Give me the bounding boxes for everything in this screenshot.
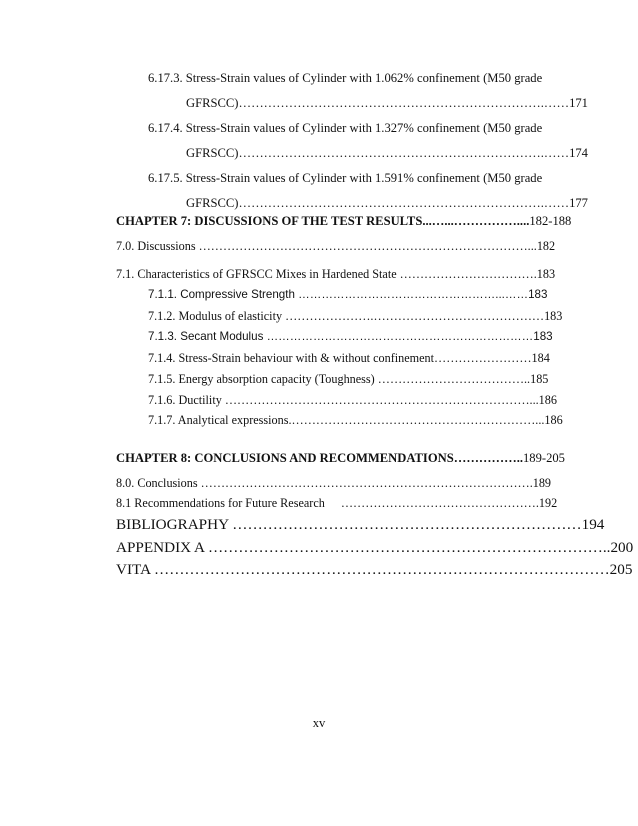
toc-bibliography[interactable]: BIBLIOGRAPHY ……………………………………………………………194 [116, 516, 605, 533]
chapter-8-pages: 189-205 [523, 451, 565, 465]
chapter-8-title: CHAPTER 8: CONCLUSIONS AND RECOMMENDATIONS…………….. [116, 451, 523, 465]
toc-entry-7-1-6[interactable]: 7.1.6. Ductility …………………………………………………………………...186 [148, 393, 557, 407]
toc-entry-7-1-3[interactable]: 7.1.3. Secant Modulus ……………………………………………………………183 [148, 330, 553, 343]
entry-8-1-page: ………………………………………….192 [340, 496, 558, 510]
chapter-7-title: CHAPTER 7: DISCUSSIONS OF THE TEST RESULTS...…...…………….... [116, 214, 530, 228]
toc-entry-6-17-4-title[interactable]: 6.17.4. Stress-Strain values of Cylinder with 1.327% confinement (M50 grade [148, 121, 543, 135]
toc-chapter-8[interactable] [116, 452, 565, 465]
toc-entry-7-1-1[interactable]: 7.1.1. Compressive Strength ……………………………………………...……183 [148, 288, 548, 301]
toc-chapter-7[interactable] [116, 215, 571, 228]
entry-8-1-title: 8.1 Recommendations for Future Research [116, 496, 325, 510]
toc-entry-7-1[interactable]: 7.1. Characteristics of GFRSCC Mixes in Hardened State …………………………….183 [116, 267, 556, 281]
toc-entry-6-17-5-title[interactable]: 6.17.5. Stress-Strain values of Cylinder with 1.591% confinement (M50 grade [148, 171, 543, 185]
toc-entry-6-17-3-title[interactable]: 6.17.3. Stress-Strain values of Cylinder with 1.062% confinement (M50 grade [148, 71, 543, 85]
toc-entry-6-17-4-page[interactable]: GFRSCC)……………………………………………………………….……174 [186, 146, 588, 160]
page-number: xv [312, 716, 326, 730]
toc-entry-7-0[interactable]: 7.0. Discussions ………………………………………………………………………...182 [116, 239, 556, 253]
toc-entry-7-1-4[interactable]: 7.1.4. Stress-Strain behaviour with & without confinement……………………184 [148, 351, 550, 365]
toc-entry-6-17-5-page[interactable]: GFRSCC)……………………………………………………………….……177 [186, 196, 588, 210]
toc-vita[interactable]: VITA ………………………………………………………………………………205 [116, 561, 633, 578]
toc-entry-7-1-2[interactable]: 7.1.2. Modulus of elasticity ………………….……………………………………183 [148, 309, 563, 323]
toc-entry-7-1-5[interactable]: 7.1.5. Energy absorption capacity (Toughness) ………………………………..185 [148, 372, 549, 386]
toc-appendix-a[interactable]: APPENDIX A ……………………………………………………………………..200 [116, 539, 634, 556]
toc-entry-7-1-7[interactable]: 7.1.7. Analytical expressions.……………………………………………………...186 [148, 413, 563, 427]
toc-entry-8-0[interactable]: 8.0. Conclusions ……………………………………………………………………….189 [116, 476, 552, 490]
toc-entry-8-1[interactable] [116, 497, 557, 509]
toc-entry-6-17-3-page[interactable]: GFRSCC)……………………………………………………………….……171 [186, 96, 588, 110]
chapter-7-pages: 182-188 [529, 214, 572, 228]
